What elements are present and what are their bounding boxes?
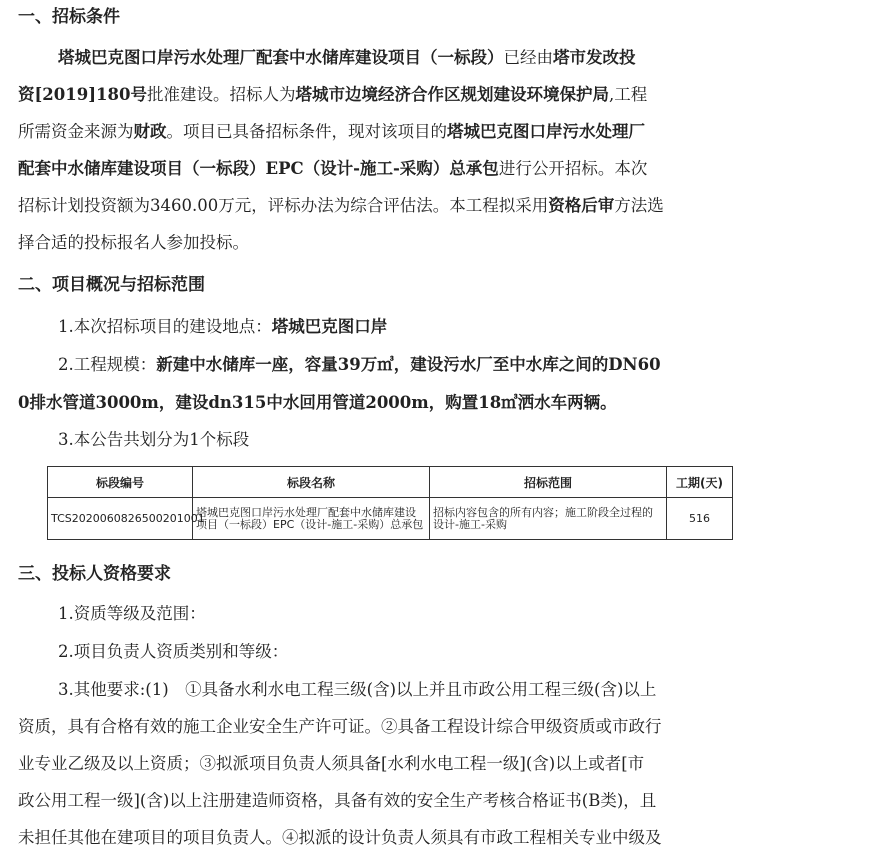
section-heading-project-overview: 二、项目概况与招标范围 [18, 275, 205, 295]
paragraph-line: 业专业乙级及以上资质；③拟派项目负责人须具备[水利水电工程一级](含)以上或者[市 [18, 754, 645, 773]
construction-location: 塔城巴克图口岸 [271, 317, 388, 336]
text-run: 择合适的投标报名人参加投标。 [18, 233, 249, 252]
lot-code-cell: TCS2020060826500201001 [48, 498, 193, 540]
paragraph-line [18, 232, 249, 254]
paragraph-line [18, 158, 647, 180]
paragraph-line: 资质，具有合格有效的施工企业安全生产许可证。②具备工程设计综合甲级资质或市政行 [18, 717, 662, 736]
bid-scope-cell: 招标内容包含的所有内容；施工阶段全过程的设计-施工-采购 [430, 498, 667, 540]
paragraph-line [18, 84, 647, 106]
overview-item-lots: 3.本公告共划分为1个标段 [58, 430, 250, 449]
lot-table [47, 466, 733, 540]
tenderer-name: 塔城市边境经济合作区规划建设环境保护局 [295, 85, 609, 104]
header-lot-code: 标段编号 [48, 467, 193, 498]
section-heading-qualifications: 三、投标人资格要求 [18, 564, 171, 584]
approval-number: 资[2019]180号 [18, 85, 147, 104]
section-heading-bidding-conditions: 一、招标条件 [18, 7, 120, 27]
project-scale-continued: 0排水管道3000m，建设dn315中水回用管道2000m，购置18㎥洒水车两辆。 [18, 393, 617, 412]
approval-authority: 塔市发改投 [553, 48, 636, 67]
overview-item-location [58, 316, 387, 338]
paragraph-line [58, 47, 636, 69]
paragraph-line [18, 121, 645, 143]
item-label: 2.工程规模： [58, 355, 157, 374]
paragraph-line [18, 195, 664, 217]
text-run: 批准建设。招标人为 [146, 85, 296, 104]
project-scale: 新建中水储库一座，容量39万㎥，建设污水厂至中水库之间的DN60 [156, 355, 661, 374]
qualification-review-method: 资格后审 [548, 196, 615, 215]
text-run: 招标计划投资额为3460.00万元，评标办法为综合评估法。本工程拟采用 [18, 196, 549, 215]
paragraph-line: 政公用工程一级](含)以上注册建造师资格，具备有效的安全生产考核合格证书(B类)，且 [18, 791, 657, 810]
text-run: 进行公开招标。本次 [498, 159, 648, 178]
funding-source: 财政 [133, 122, 167, 141]
table-row [48, 498, 733, 540]
table-header-row [48, 467, 733, 498]
project-name-repeat: 塔城巴克图口岸污水处理厂 [447, 122, 645, 141]
duration-cell: 516 [667, 498, 733, 540]
item-label: 1.本次招标项目的建设地点： [58, 317, 272, 336]
text-run: 方法选 [614, 196, 664, 215]
overview-item-scale [58, 354, 661, 376]
header-duration: 工期(天) [667, 467, 733, 498]
header-lot-name: 标段名称 [193, 467, 430, 498]
project-name-repeat-cont: 配套中水储库建设项目（一标段）EPC（设计-施工-采购）总承包 [18, 159, 499, 178]
header-bid-scope: 招标范围 [430, 467, 667, 498]
text-run: 。项目已具备招标条件，现对该项目的 [166, 122, 447, 141]
qualification-item: 2.项目负责人资质类别和等级： [58, 642, 289, 661]
text-run: ,工程 [608, 85, 648, 104]
text-run: 已经由 [503, 48, 553, 67]
lot-name-cell: 塔城巴克图口岸污水处理厂配套中水储库建设项目（一标段）EPC（设计-施工-采购）总承包 [193, 498, 430, 540]
qualification-item: 1.资质等级及范围： [58, 604, 206, 623]
text-run: 所需资金来源为 [18, 122, 134, 141]
project-name: 塔城巴克图口岸污水处理厂配套中水储库建设项目（一标段） [58, 48, 504, 67]
paragraph-line: 未担任其他在建项目的项目负责人。④拟派的设计负责人须具有市政工程相关专业中级及 [18, 828, 662, 847]
qualification-item: 3.其他要求:(1) ①具备水利水电工程三级(含)以上并且市政公用工程三级(含)以上 [58, 680, 657, 699]
